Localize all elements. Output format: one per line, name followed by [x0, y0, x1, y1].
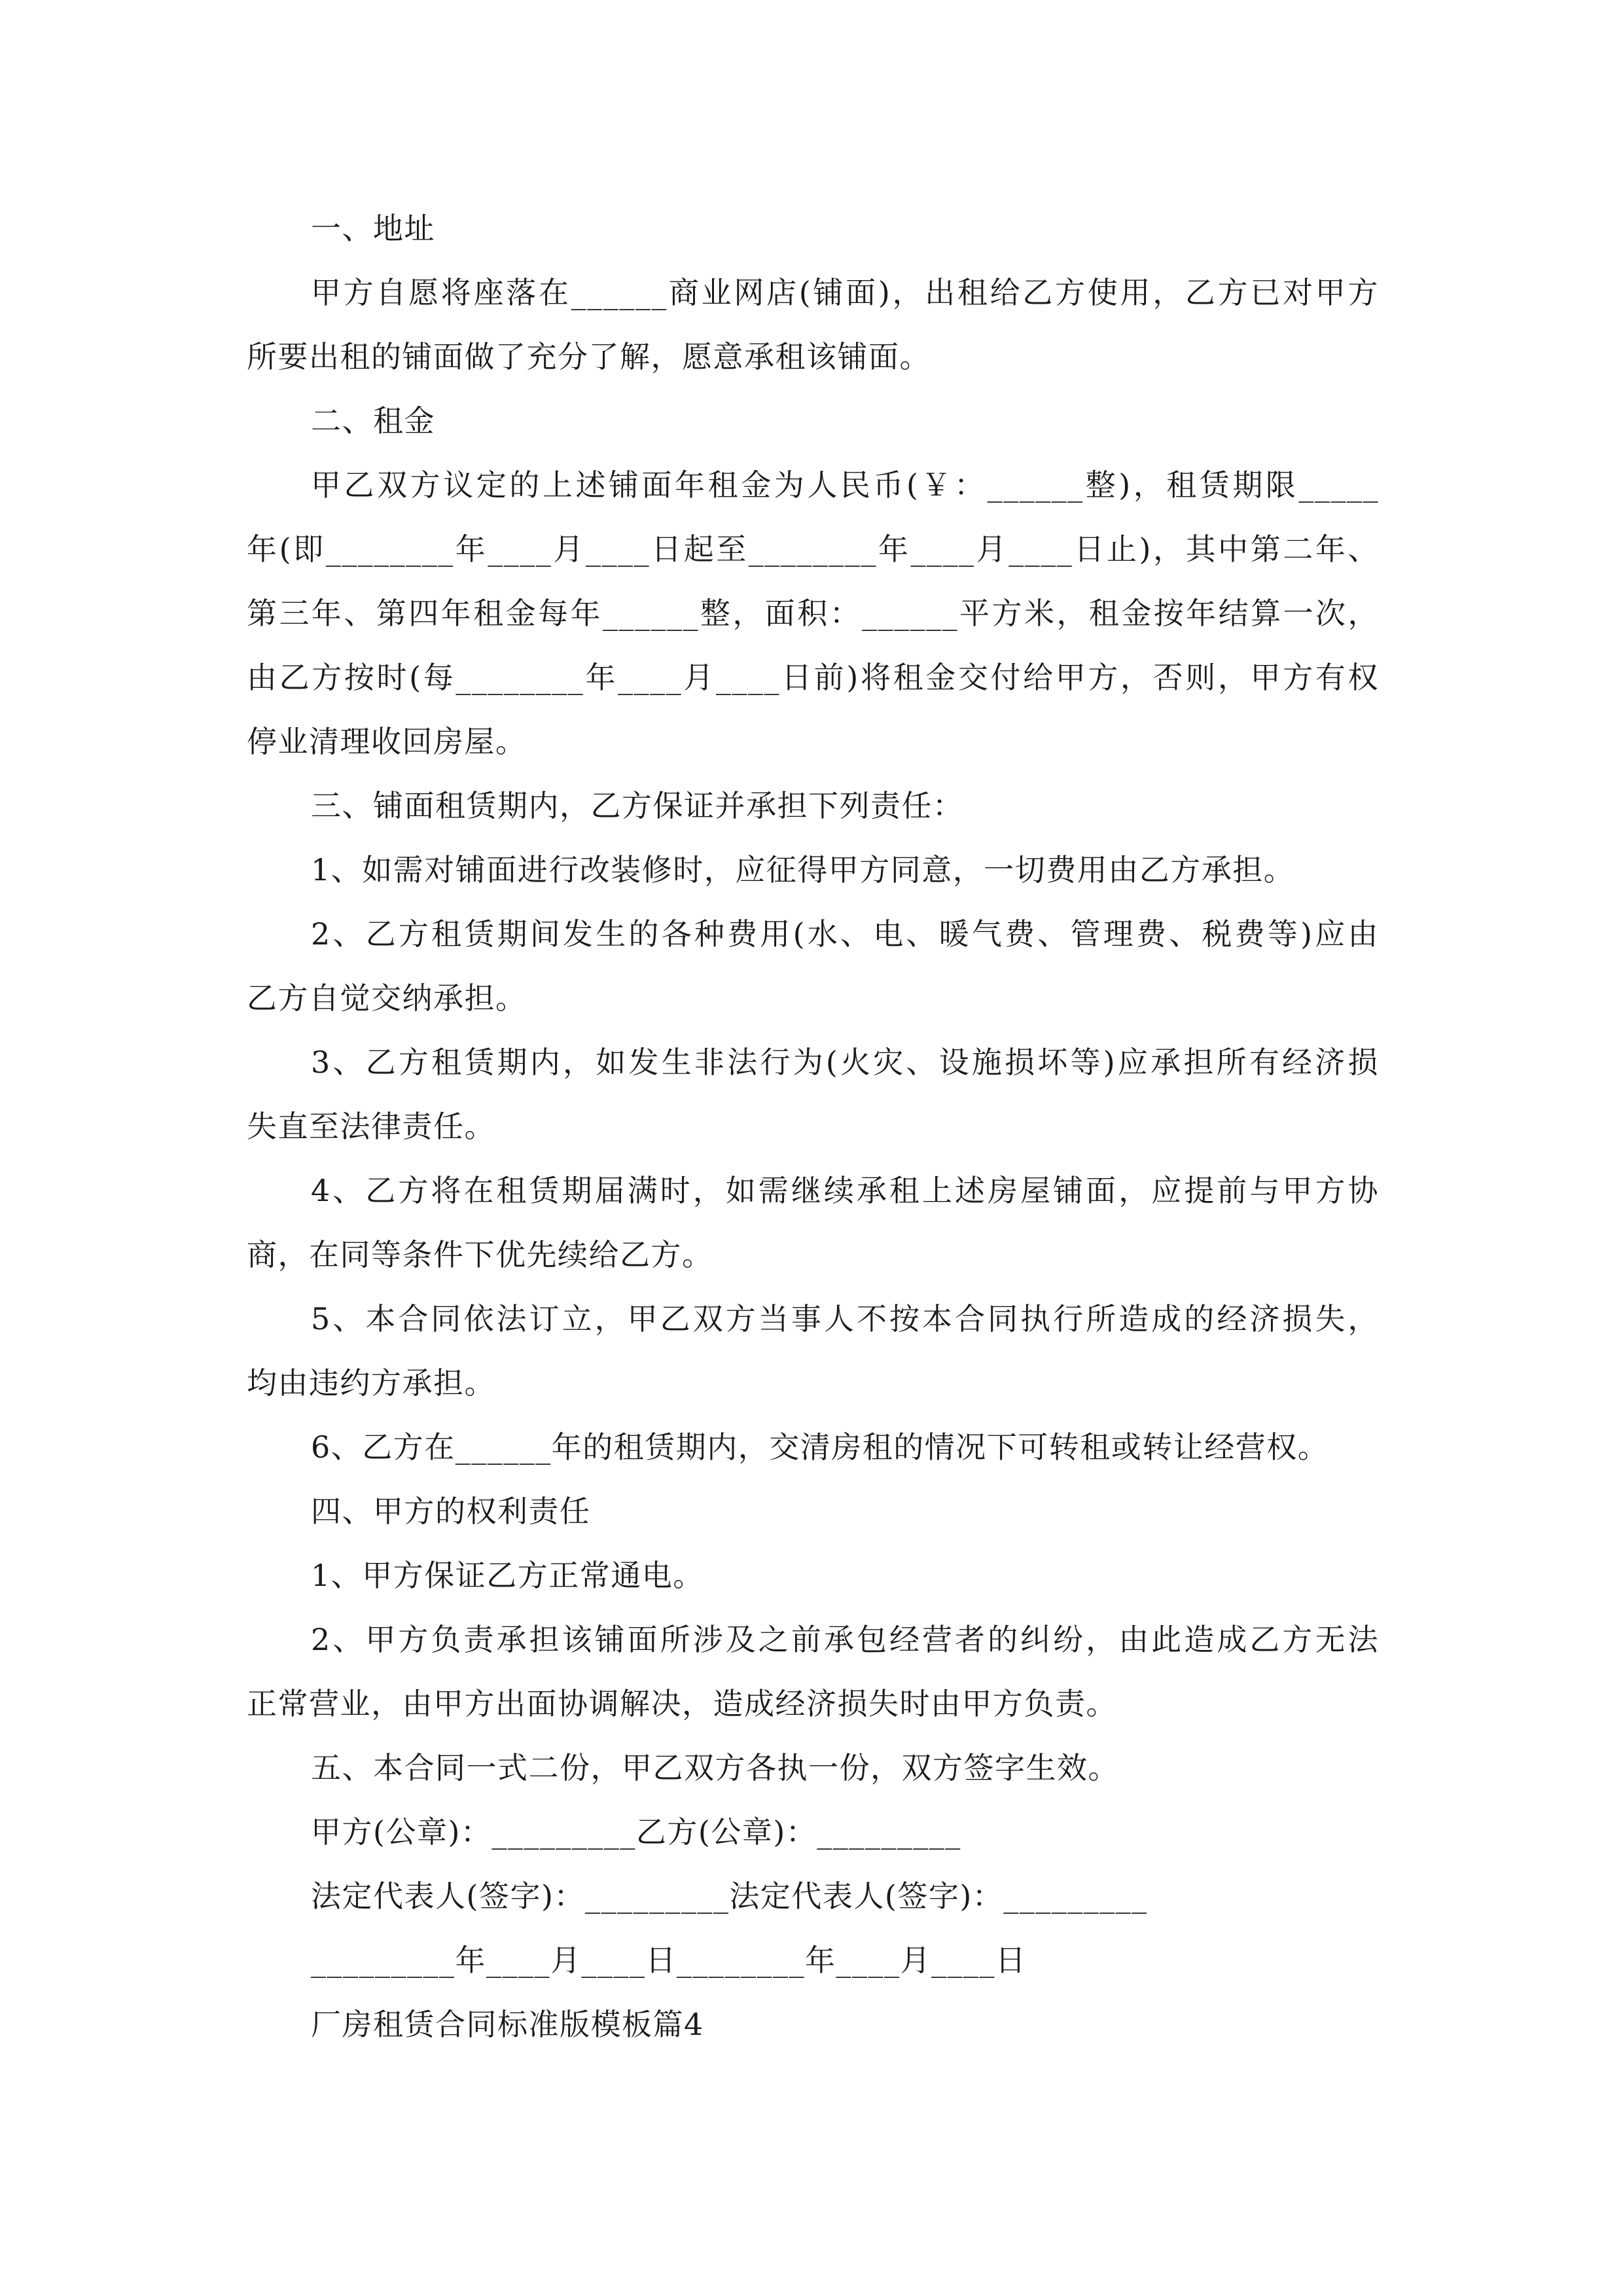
clause-item-continued: 正常营业，由甲方出面协调解决，造成经济损失时由甲方负责。: [247, 1686, 1117, 1721]
clause-item: 2、乙方租赁期间发生的各种费用(水、电、暖气费、管理费、税费等)应由: [311, 916, 1379, 952]
document-body: [247, 196, 1379, 2056]
clause-item: 2、甲方负责承担该铺面所涉及之前承包经营者的纠纷，由此造成乙方无法: [311, 1622, 1379, 1657]
section-heading-copies: 五、本合同一式二份，甲乙双方各执一份，双方签字生效。: [311, 1750, 1119, 1785]
paragraph-line: 所要出租的铺面做了充分了解，愿意承租该铺面。: [247, 339, 931, 374]
clause-item: 6、乙方在______年的租赁期内，交清房租的情况下可转租或转让经营权。: [311, 1429, 1329, 1465]
clause-item-continued: 失直至法律责任。: [247, 1109, 495, 1144]
section-heading-rent: 二、租金: [311, 403, 435, 439]
signature-date-line: _________年____月____日________年____月____日: [311, 1943, 1027, 1978]
paragraph-line: 甲乙双方议定的上述铺面年租金为人民币(￥：______整)，租赁期限_____: [311, 467, 1379, 503]
next-section-title: 厂房租赁合同标准版模板篇4: [311, 2007, 704, 2042]
paragraph-line: 第三年、第四年租金每年______整，面积：______平方米，租金按年结算一次，: [247, 596, 1379, 631]
clause-item-continued: 商，在同等条件下优先续给乙方。: [247, 1237, 713, 1272]
clause-item-continued: 均由违约方承担。: [247, 1365, 495, 1401]
clause-item: 1、如需对铺面进行改装修时，应征得甲方同意，一切费用由乙方承担。: [311, 852, 1295, 888]
section-heading-tenant-duties: 三、铺面租赁期内，乙方保证并承担下列责任：: [311, 788, 964, 823]
signature-representative-line: 法定代表人(签字)：_________法定代表人(签字)：_________: [311, 1878, 1148, 1914]
paragraph-line: 由乙方按时(每________年____月____日前)将租金交付给甲方，否则，甲方有权: [247, 660, 1379, 695]
clause-item-continued: 乙方自觉交纳承担。: [247, 980, 527, 1016]
clause-item: 5、本合同依法订立，甲乙双方当事人不按本合同执行所造成的经济损失，: [311, 1301, 1379, 1336]
paragraph-line: 停业清理收回房屋。: [247, 724, 527, 759]
signature-seal-line: 甲方(公章)：_________乙方(公章)：_________: [311, 1814, 961, 1850]
clause-item: 3、乙方租赁期内，如发生非法行为(火灾、设施损坏等)应承担所有经济损: [311, 1045, 1379, 1080]
paragraph-line: 甲方自愿将座落在______商业网店(铺面)，出租给乙方使用，乙方已对甲方: [311, 275, 1379, 310]
section-heading-address: 一、地址: [311, 211, 435, 246]
section-heading-landlord-duties: 四、甲方的权利责任: [311, 1494, 591, 1529]
paragraph-line: 年(即________年____月____日起至________年____月____日止)，其中第二年、: [247, 531, 1379, 567]
clause-item: 1、甲方保证乙方正常通电。: [311, 1558, 704, 1593]
clause-item: 4、乙方将在租赁期届满时，如需继续承租上述房屋铺面，应提前与甲方协: [311, 1173, 1379, 1208]
